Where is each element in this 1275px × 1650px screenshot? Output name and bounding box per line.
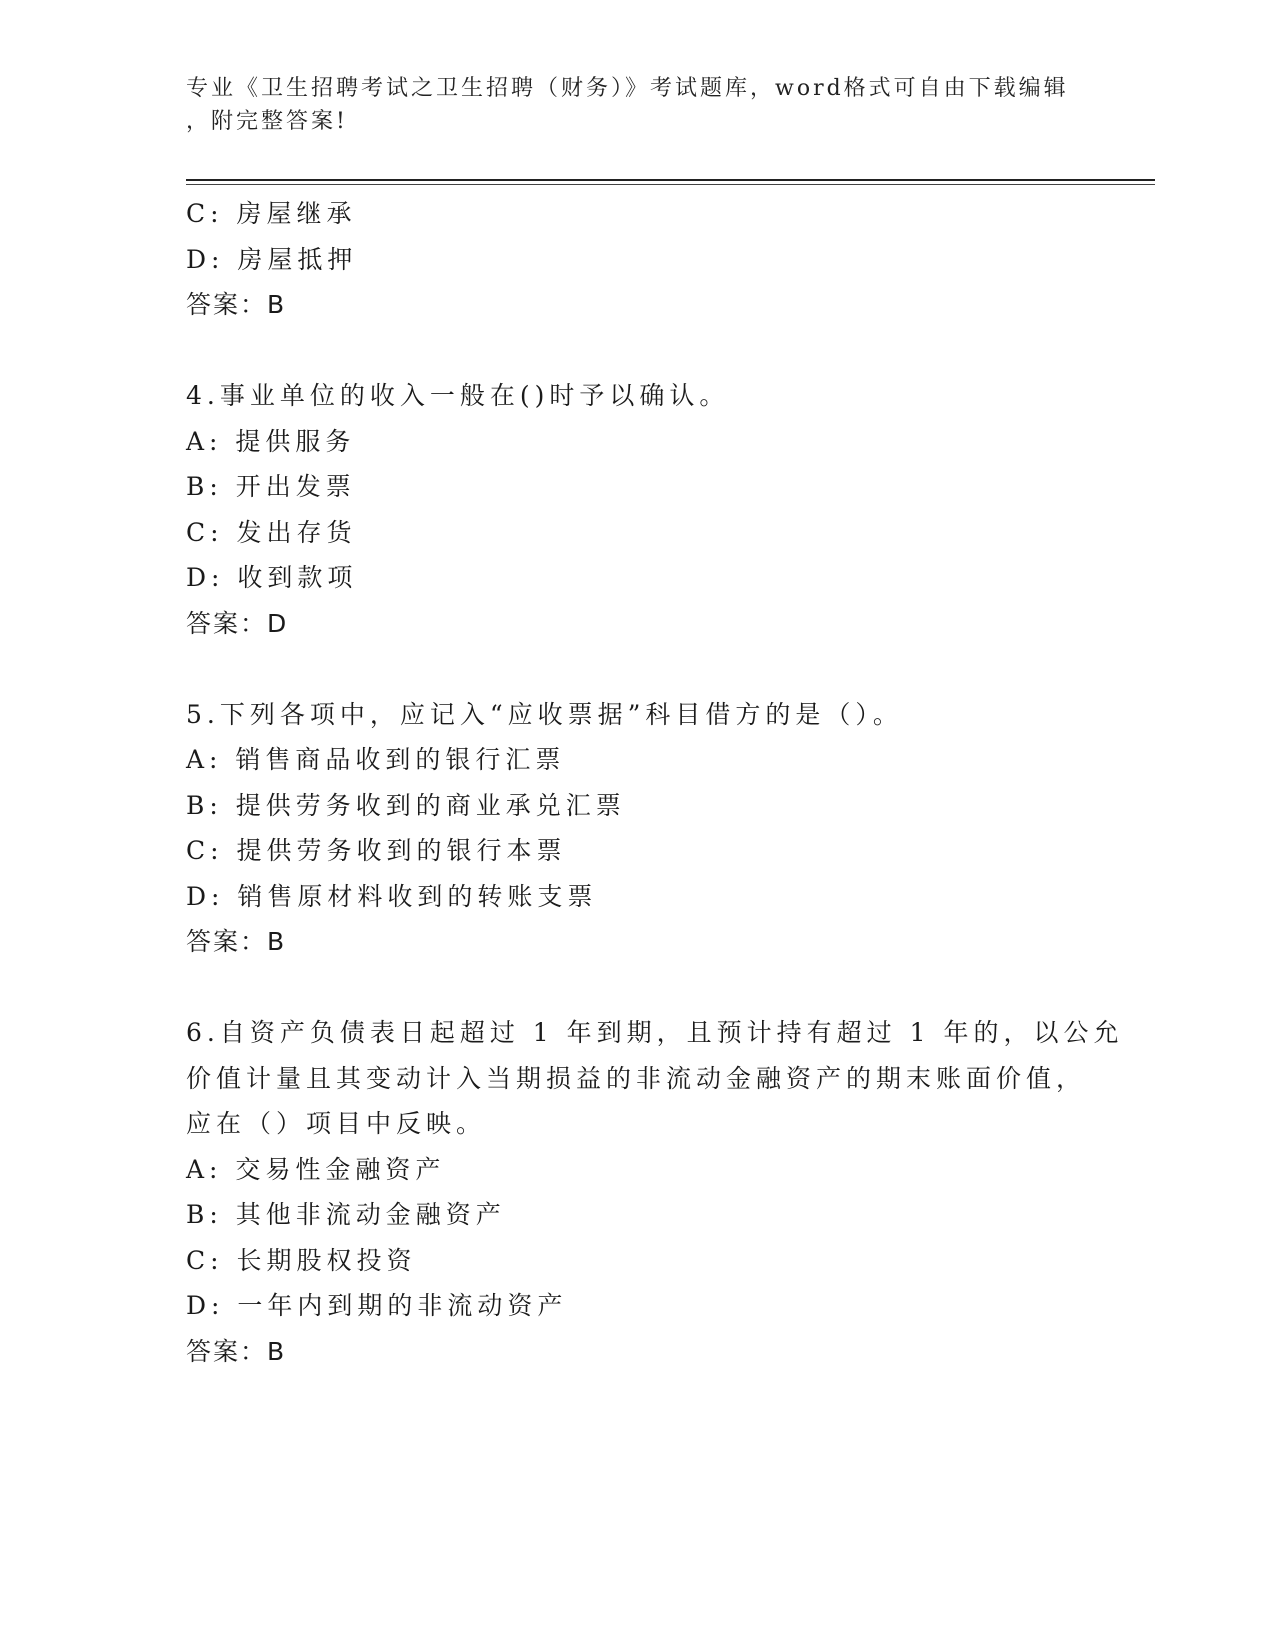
header-line-2: ，附完整答案! bbox=[186, 109, 348, 134]
question-5 bbox=[186, 692, 1086, 965]
option-c: C: 提供劳务收到的银行本票 bbox=[186, 836, 567, 865]
option-c: C: 房屋继承 bbox=[186, 199, 357, 228]
option-b: B: 开出发票 bbox=[186, 472, 356, 501]
answer-line: 答案：D bbox=[186, 608, 289, 638]
question-3-partial bbox=[186, 191, 1086, 328]
answer-line: 答案：B bbox=[186, 927, 287, 956]
document-header bbox=[186, 72, 1086, 138]
header-divider-thick bbox=[186, 179, 1155, 181]
question-text-line-2: 价值计量且其变动计入当期损益的非流动金融资产的期末账面价值， bbox=[186, 1063, 1087, 1093]
header-line-1: 专业《卫生招聘考试之卫生招聘（财务）》考试题库，word格式可自由下载编辑 bbox=[186, 76, 1069, 101]
option-a: A: 销售商品收到的银行汇票 bbox=[186, 745, 566, 774]
option-c: C: 发出存货 bbox=[186, 517, 357, 547]
option-d: D: 一年内到期的非流动资产 bbox=[186, 1291, 568, 1320]
answer-line: 答案：B bbox=[186, 290, 287, 319]
option-d: D: 销售原材料收到的转账支票 bbox=[186, 881, 598, 911]
option-a: A: 交易性金融资产 bbox=[186, 1154, 446, 1184]
question-text-line-3: 应在（）项目中反映。 bbox=[186, 1109, 487, 1138]
option-b: B: 提供劳务收到的商业承兑汇票 bbox=[186, 790, 626, 820]
answer-line: 答案：B bbox=[186, 1336, 287, 1366]
option-a: A: 提供服务 bbox=[186, 426, 356, 456]
question-6 bbox=[186, 1010, 1124, 1374]
header-divider-thin bbox=[186, 184, 1155, 185]
question-text-line-1: 6.自资产负债表日起超过 1 年到期，且预计持有超过 1 年的，以公允 bbox=[186, 1018, 1124, 1047]
question-text: 5.下列各项中，应记入“应收票据”科目借方的是（）。 bbox=[186, 699, 903, 729]
option-d: D: 收到款项 bbox=[186, 563, 358, 592]
option-d: D: 房屋抵押 bbox=[186, 244, 358, 274]
question-text: 4.事业单位的收入一般在()时予以确认。 bbox=[186, 381, 730, 410]
question-list bbox=[186, 191, 1124, 1374]
option-b: B: 其他非流动金融资产 bbox=[186, 1200, 506, 1229]
option-c: C: 长期股权投资 bbox=[186, 1245, 417, 1275]
question-4 bbox=[186, 373, 1086, 646]
